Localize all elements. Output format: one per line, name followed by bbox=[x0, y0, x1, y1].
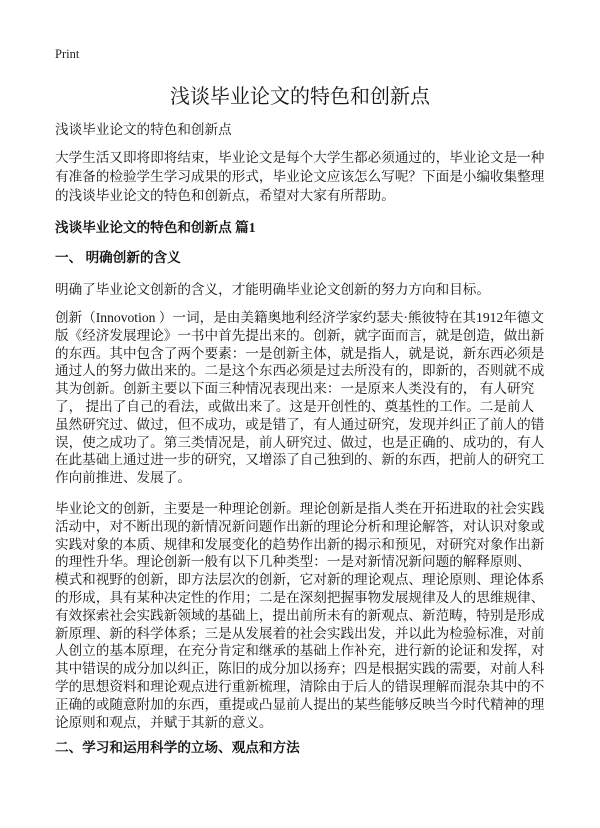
paragraph-line: 在此基础上通过进一步的研究，又增添了自己独到的、新的东西，把前人的研究工 bbox=[55, 452, 545, 468]
paragraph-line: 活动中，对不断出现的新情况新问题作出新的理论分析和理论解答，对认识对象或 bbox=[55, 518, 545, 534]
paragraph-line: 的理性升华。理论创新一般有以下几种类型：一是对新情况新问题的解释原则、 bbox=[55, 554, 531, 570]
paragraph-line: 的浅谈毕业论文的特色和创新点，希望对大家有所帮助。 bbox=[55, 188, 395, 203]
paragraph-line: 创新（Innovotion ）一词，是由美籍奥地利经济学家约瑟夫·熊彼特在其1912年德文 bbox=[55, 310, 544, 325]
purpose-paragraph: 明确了毕业论文创新的含义，才能明确毕业论文创新的努力方向和目标。 bbox=[55, 282, 490, 297]
paragraph-line: 人创立的基本原理，在充分肯定和继承的基础上作补充，进行新的论证和发挥，对 bbox=[55, 643, 545, 659]
theory-paragraph bbox=[55, 500, 544, 731]
paragraph-line: 其为创新。创新主要以下面三种情况表现出来：一是原来人类没有的， 有人研究 bbox=[55, 381, 535, 397]
section-heading: 浅谈毕业论文的特色和创新点 篇1 bbox=[55, 220, 256, 235]
paragraph-line: 虽然研究过、做过，但不成功，或是错了，有人通过研究，发现并纠正了前人的错 bbox=[55, 416, 545, 432]
paragraph-line: 的东西。其中包含了两个要素：一是创新主体，就是指人，就是说，新东西必须是 bbox=[55, 345, 545, 361]
heading-innovation-meaning: 一、 明确创新的含义 bbox=[55, 250, 181, 265]
paragraph-line: 作向前推进、发展了。 bbox=[55, 470, 191, 486]
paragraph-line: 论原则和观点，并赋于其新的意义。 bbox=[55, 714, 273, 730]
paragraph-line: 有准备的检验学生学习成果的形式，毕业论文应该怎么写呢？下面是小编收集整理 bbox=[55, 169, 545, 184]
paragraph-line: 新原理、新的科学体系；三是从发展着的社会实践出发，并以此为检验标准，对前 bbox=[55, 625, 545, 641]
paragraph-line: 模式和视野的创新，即方法层次的创新，它对新的理论观点、理论原则、理论体系 bbox=[55, 572, 545, 588]
paragraph-line: 大学生活又即将即将结束，毕业论文是每个大学生都必须通过的，毕业论文是一种 bbox=[55, 150, 545, 165]
paragraph-line: 了， 提出了自己的看法，或做出来了。这是开创性的、奠基性的工作。二是前人 bbox=[55, 398, 535, 414]
heading-scientific-method: 二、学习和运用科学的立场、观点和方法 bbox=[55, 740, 300, 755]
paragraph-line: 版《经济发展理论》一书中首先提出来的。创新，就字面而言，就是创造，做出新 bbox=[55, 327, 545, 343]
paragraph-line: 的形成，具有某种决定性的作用；二是在深刻把握事物发展规律及人的思维规律、 bbox=[55, 589, 545, 605]
paragraph-line: 毕业论文的创新，主要是一种理论创新。理论创新是指人类在开拓进取的社会实践 bbox=[55, 501, 545, 516]
paragraph-line: 有效探索社会实践新领域的基础上，提出前所未有的新观点、新范畴，特别是形成 bbox=[55, 607, 545, 623]
paragraph-line: 学的思想资料和理论观点进行重新梳理，清除由于后人的错误理解而混杂其中的不 bbox=[55, 678, 545, 694]
document-subtitle: 浅谈毕业论文的特色和创新点 bbox=[55, 122, 232, 137]
print-link[interactable]: Print bbox=[55, 47, 80, 61]
paragraph-line: 实践对象的本质、规律和发展变化的趋势作出新的揭示和预见，对研究对象作出新 bbox=[55, 536, 545, 552]
intro-paragraph bbox=[55, 148, 544, 205]
page-title: 浅谈毕业论文的特色和创新点 bbox=[170, 86, 430, 108]
paragraph-line: 误，使之成功了。第三类情况是，前人研究过、做过，也是正确的、成功的，有人 bbox=[55, 434, 545, 450]
paragraph-line: 正确的或随意附加的东西，重提或凸显前人提出的某些能够反映当今时代精神的理 bbox=[55, 696, 545, 712]
innovation-paragraph bbox=[55, 309, 544, 487]
paragraph-line: 通过人的努力做出来的。二是这个东西必须是过去所没有的，即新的，否则就不成 bbox=[55, 363, 545, 379]
paragraph-line: 其中错误的成分加以纠正，陈旧的成分加以扬弃；四是根据实践的需要，对前人科 bbox=[55, 661, 545, 677]
